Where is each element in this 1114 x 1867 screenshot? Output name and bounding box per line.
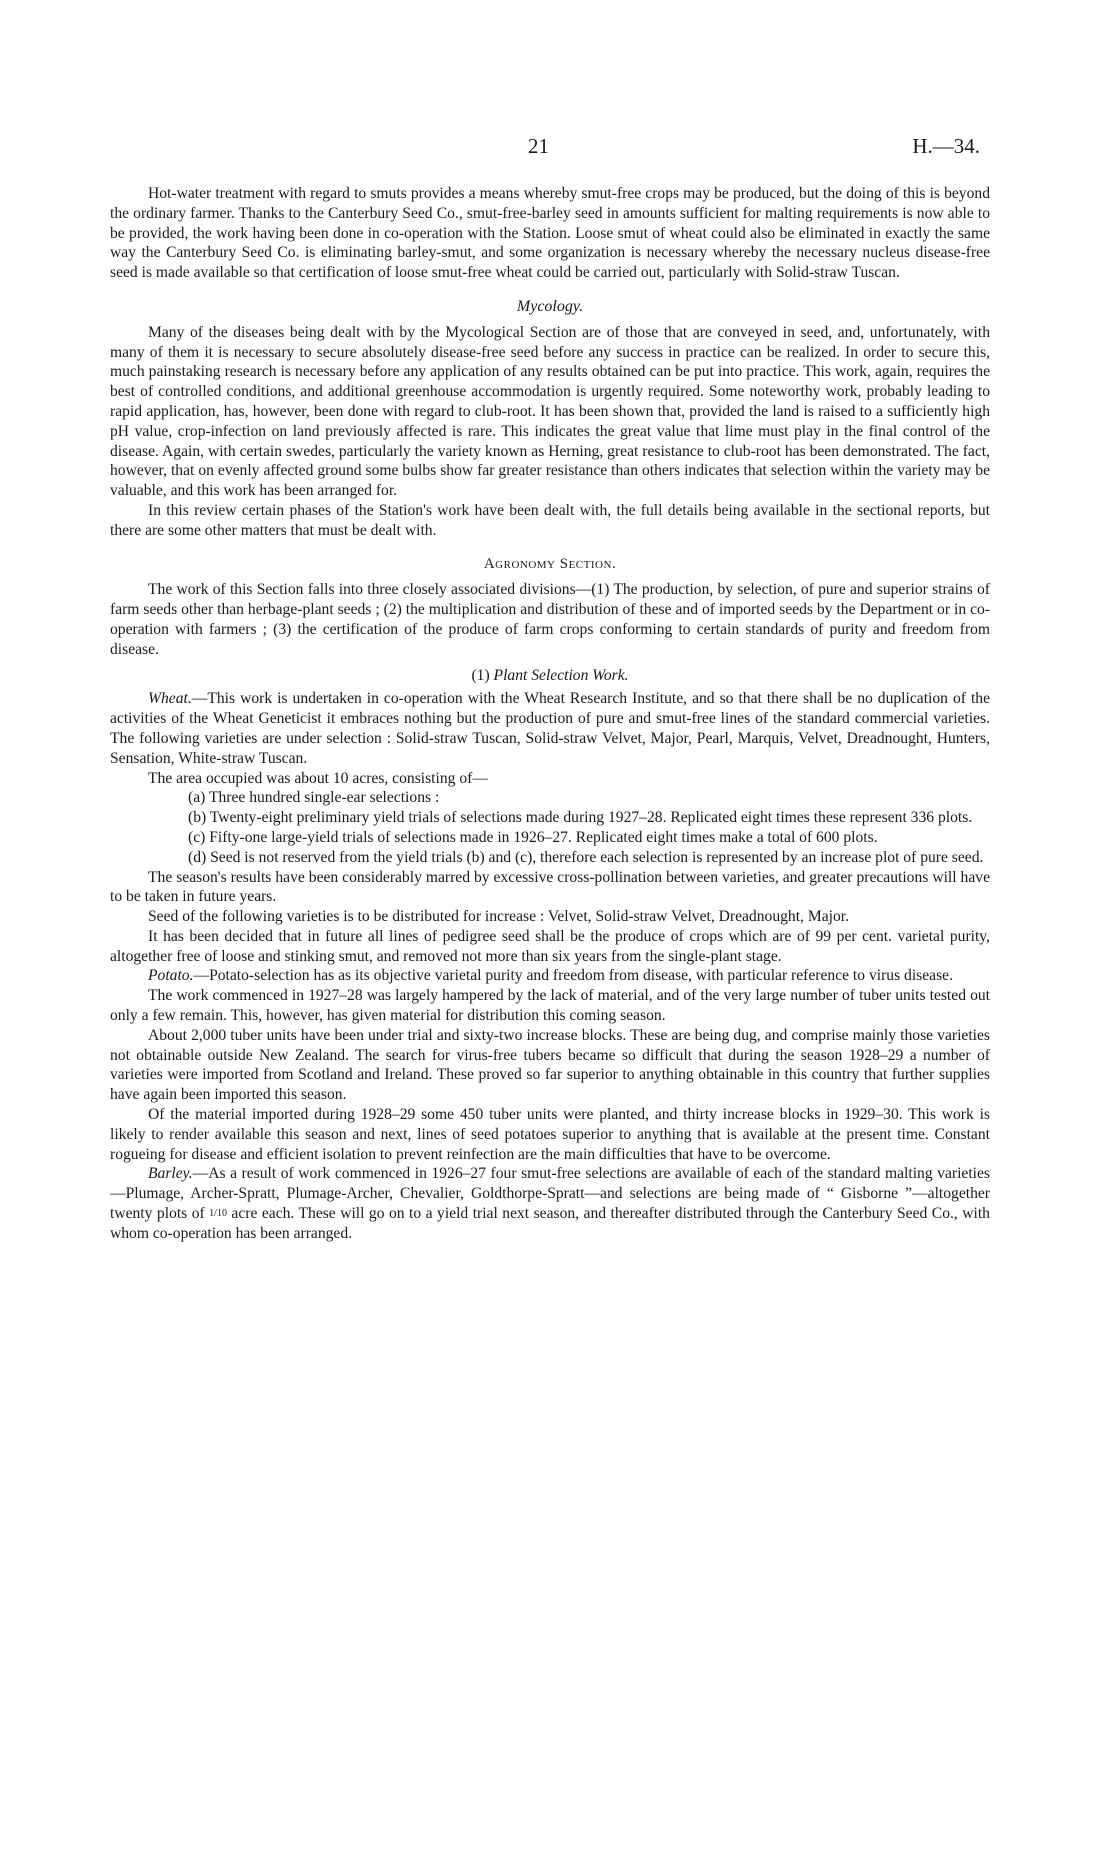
paragraph-seed-distribution: Seed of the following varieties is to be distributed for increase : Velvet, Solid-straw Velvet, Dreadnought, Major.	[148, 908, 849, 926]
section-heading-agronomy: Agronomy Section.	[483, 555, 617, 572]
paragraph-work-1927: The work commenced in 1927–28 was largely hampered by the lack of material, and of the very large number of tuber units tested out only a few remain. This, however, has given material for distribution this coming season.	[110, 987, 990, 1025]
paragraph-wheat	[110, 689, 990, 768]
list-item-label: (c)	[188, 828, 206, 846]
paragraph-hot-water: Hot-water treatment with regard to smuts provides a means whereby smut-free crops may be produced, but the doing of this is beyond the ordinary farmer. Thanks to the Canterbury Seed Co., smut-free-barley seed in amounts sufficient for malting requirements is now able to be provided, the work having been done in co-operation with the Station. Loose smut of wheat could also be eliminated in exactly the same way the Canterbury Seed Co. is eliminating barley-smut, and some organization is necessary whereby the necessary nucleus disease-free seed is made available so that certification of loose smut-free wheat could be carried out, particularly with Solid-straw Tuscan.	[110, 185, 990, 282]
list-item-text: Fifty-one large-yield trials of selections made in 1926–27. Replicated eight times make a total of 600 plots.	[209, 828, 878, 846]
list-item-label: (d)	[188, 848, 207, 866]
paragraph-agronomy: The work of this Section falls into three closely associated divisions—(1) The production, by selection, of pure and superior strains of farm seeds other than herbage-plant seeds ; (2) the multiplication and distribution of these and of imported seeds by the Department or in co-operation with farmers ; (3) the certification of the produce of farm crops conforming to certain standards of purity and freedom from disease.	[110, 581, 990, 658]
subsection-heading-plant-selection	[110, 666, 990, 686]
list-item	[188, 848, 990, 868]
paragraph-review: In this review certain phases of the Station's work have been dealt with, the full details being available in the sectional reports, but there are some other matters that must be dealt with.	[110, 501, 990, 539]
page-body	[110, 184, 990, 1244]
subsection-title: Plant Selection Work.	[493, 666, 629, 684]
list-item-text: Three hundred single-ear selections :	[208, 789, 440, 807]
list-item	[188, 828, 990, 848]
section-heading-mycology: Mycology.	[516, 297, 584, 315]
potato-lead: Potato.	[148, 967, 194, 985]
list-item-label: (b)	[188, 809, 207, 827]
paragraph-pedigree: It has been decided that in future all lines of pedigree seed shall be the produce of crops which are of 99 per cent. varietal purity, altogether free of loose and stinking smut, and removed not more than six years from the single-plant stage.	[110, 927, 990, 965]
page-number: 21	[528, 134, 549, 158]
document-reference: H.—34.	[912, 134, 980, 158]
paragraph-potato	[110, 966, 990, 986]
paragraph-barley	[110, 1164, 990, 1243]
list-item	[188, 788, 990, 808]
barley-lead: Barley.	[148, 1165, 193, 1183]
list-item-label: (a)	[188, 789, 206, 807]
subsection-number: (1)	[471, 666, 490, 684]
paragraph-season: The season's results have been considerably marred by excessive cross-pollination between varieties, and greater precautions will have to be taken in future years.	[110, 868, 990, 906]
paragraph-area: The area occupied was about 10 acres, consisting of—	[148, 769, 488, 787]
paragraph-imported: Of the material imported during 1928–29 some 450 tuber units were planted, and thirty increase blocks in 1929–30. This work is likely to render available this season and next, lines of seed potatoes superior to anything that is available at the present time. Constant rogueing for disease and efficient isolation to prevent reinfection are the main difficulties that have to be overcome.	[110, 1106, 990, 1163]
wheat-lead: Wheat.	[148, 690, 192, 708]
list-item-text: Twenty-eight preliminary yield trials of selections made during 1927–28. Replicated eight times these represent 336 plots.	[209, 809, 973, 827]
paragraph-tubers: About 2,000 tuber units have been under trial and sixty-two increase blocks. These are being dug, and comprise mainly those varieties not obtainable outside New Zealand. The search for virus-free tubers became so difficult that during the season 1928–29 a number of varieties were imported from Scotland and Ireland. These proved so far superior to anything obtainable in this country that further supplies have again been imported this season.	[110, 1026, 990, 1104]
wheat-text: —This work is undertaken in co-operation with the Wheat Research Institute, and so that there shall be no duplication of the activities of the Wheat Geneticist it embraces nothing but the production of pure and smut-free lines of the standard commercial varieties. The following varieties are under selection : Solid-straw Tuscan, Solid-straw Velvet, Major, Pearl, Marquis, Velvet, Dreadnought, Hunters, Sensation, White-straw Tuscan.	[110, 690, 990, 767]
page-header	[0, 134, 1114, 164]
barley-text-b: acre each. These will go on to a yield trial next season, and thereafter distributed through the Canterbury Seed Co., with whom co-operation has been arranged.	[110, 1205, 990, 1242]
barley-text-a: —As a result of work commenced in 1926–27 four smut-free selections are available of each of the standard malting varieties—Plumage, Archer-Spratt, Plumage-Archer, Chevalier, Goldthorpe-Spratt—and selections are being made of “ Gisborne ”—altogether twenty plots of	[110, 1165, 990, 1223]
fraction: 1/10	[209, 1208, 227, 1220]
potato-text: —Potato-selection has as its objective varietal purity and freedom from disease, with particular reference to virus disease.	[193, 967, 953, 985]
selection-list	[110, 788, 990, 867]
list-item-text: Seed is not reserved from the yield trials (b) and (c), therefore each selection is represented by an increase plot of pure seed.	[210, 848, 984, 866]
list-item	[188, 808, 990, 828]
paragraph-mycology: Many of the diseases being dealt with by the Mycological Section are of those that are conveyed in seed, and, unfortunately, with many of them it is necessary to secure absolutely disease-free seed before any success in practice can be realized. In order to secure this, much painstaking research is necessary before any application of any results obtained can be put into practice. This work, again, requires the best of controlled conditions, and additional greenhouse accommodation is urgently required. Some noteworthy work, probably leading to rapid application, has, however, been done with regard to club-root. It has been shown that, provided the land is raised to a sufficiently high pH value, crop-infection on land previously affected is rare. This indicates the great value that lime must play in the final control of the disease. Again, with certain swedes, particularly the variety known as Herning, great resistance to club-root has been demonstrated. The fact, however, that on evenly affected ground some bulbs show far greater resistance than others indicates that selection within the variety may be valuable, and this work has been arranged for.	[110, 323, 990, 500]
